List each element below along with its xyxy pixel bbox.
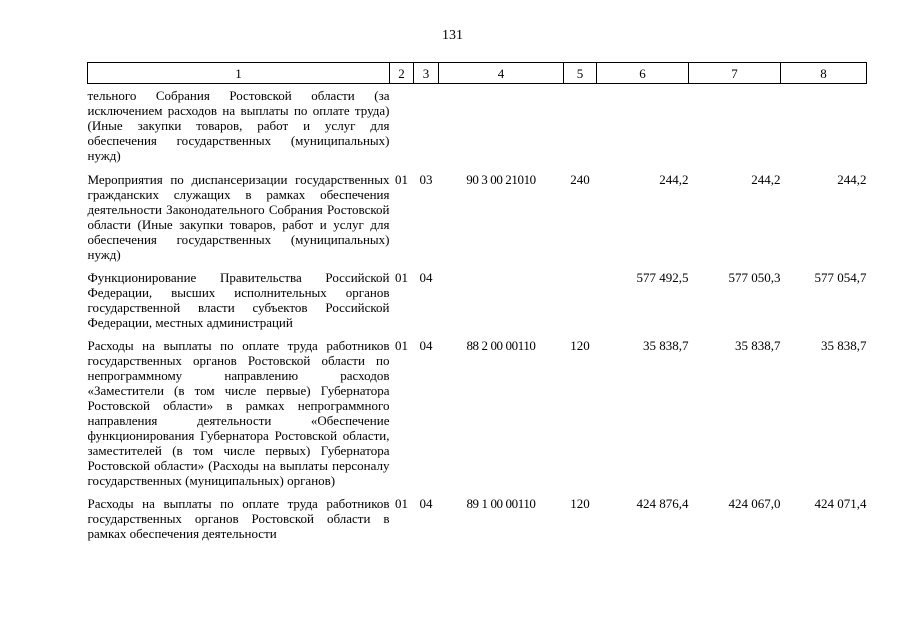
- row-amount-year3: [781, 84, 867, 173]
- row-amount-year2: [689, 84, 781, 173]
- row-subsection: 04: [419, 496, 433, 511]
- row-amount-year2: 424 067,0: [728, 496, 781, 511]
- row-description: Функционирование Правительства Российской Федерации, высших исполнительных органов государственной власти субъектов Российской Федерации, местных администраций: [87, 270, 390, 330]
- table-row: [88, 270, 867, 338]
- table-row: [88, 338, 867, 496]
- row-expense-type: 120: [570, 496, 590, 511]
- row-section: 01: [395, 172, 408, 187]
- row-target-article: [439, 270, 564, 338]
- budget-table: [87, 62, 867, 549]
- table-row: [88, 172, 867, 270]
- header-col-3: 3: [414, 63, 439, 84]
- table-row: [88, 84, 867, 173]
- row-expense-type: 120: [570, 338, 590, 353]
- row-amount-year1: [597, 84, 689, 173]
- row-section: 01: [395, 496, 408, 511]
- row-expense-type: 240: [570, 172, 590, 187]
- row-amount-year3: 577 054,7: [814, 270, 867, 285]
- row-subsection: 04: [419, 338, 433, 353]
- header-col-7: 7: [689, 63, 781, 84]
- row-expense-type: [564, 84, 597, 173]
- row-section: [390, 84, 414, 173]
- row-target-article: [439, 84, 564, 173]
- header-col-1: 1: [88, 63, 390, 84]
- row-amount-year3: 35 838,7: [821, 338, 867, 353]
- row-amount-year1: 244,2: [659, 172, 689, 187]
- row-amount-year1: 424 876,4: [636, 496, 689, 511]
- header-col-6: 6: [597, 63, 689, 84]
- row-description: Мероприятия по диспансеризации государственных гражданских служащих в рамках обеспечения деятельности Законодательного Собрания Ростовской области (Иные закупки товаров, работ и услуг для обеспечения государственных (муниципальных) нужд): [87, 172, 390, 262]
- header-col-5: 5: [564, 63, 597, 84]
- row-amount-year1: 35 838,7: [643, 338, 689, 353]
- row-amount-year2: 35 838,7: [735, 338, 781, 353]
- header-col-4: 4: [439, 63, 564, 84]
- row-amount-year1: 577 492,5: [636, 270, 689, 285]
- row-description: тельного Собрания Ростовской области (за исключением расходов на выплаты по оплате труда) (Иные закупки товаров, работ и услуг для обеспечения государственных (муниципальных) нужд): [87, 88, 390, 163]
- row-description: Расходы на выплаты по оплате труда работников государственных органов Ростовской области в рамках обеспечения деятельности: [87, 496, 390, 541]
- row-section: 01: [395, 270, 408, 285]
- row-target-article: 89 1 00 00110: [466, 496, 536, 511]
- row-target-article: 90 3 00 21010: [466, 172, 536, 187]
- row-amount-year2: 577 050,3: [728, 270, 781, 285]
- row-subsection: 03: [419, 172, 433, 187]
- row-section: 01: [395, 338, 408, 353]
- row-description: Расходы на выплаты по оплате труда работников государственных органов Ростовской области по непрограммному направлению расходов «Заместители (в том числе первые) Губернатора Ростовской области» в рамках непрограммного направления деятельности «Обеспечение функционирования Губернатора Ростовской области, заместителей (в том числе первых) Губернатора Ростовской области» (Расходы на выплаты персоналу государственных (муниципальных) органов): [87, 338, 390, 488]
- row-amount-year3: 424 071,4: [814, 496, 867, 511]
- row-expense-type: [564, 270, 597, 338]
- header-col-2: 2: [390, 63, 414, 84]
- row-subsection: [414, 84, 439, 173]
- page-number: 131: [442, 28, 463, 43]
- row-amount-year3: 244,2: [837, 172, 867, 187]
- row-amount-year2: 244,2: [751, 172, 781, 187]
- row-subsection: 04: [419, 270, 433, 285]
- row-target-article: 88 2 00 00110: [466, 338, 536, 353]
- header-row: [88, 63, 867, 84]
- header-col-8: 8: [781, 63, 867, 84]
- table-row: [88, 496, 867, 549]
